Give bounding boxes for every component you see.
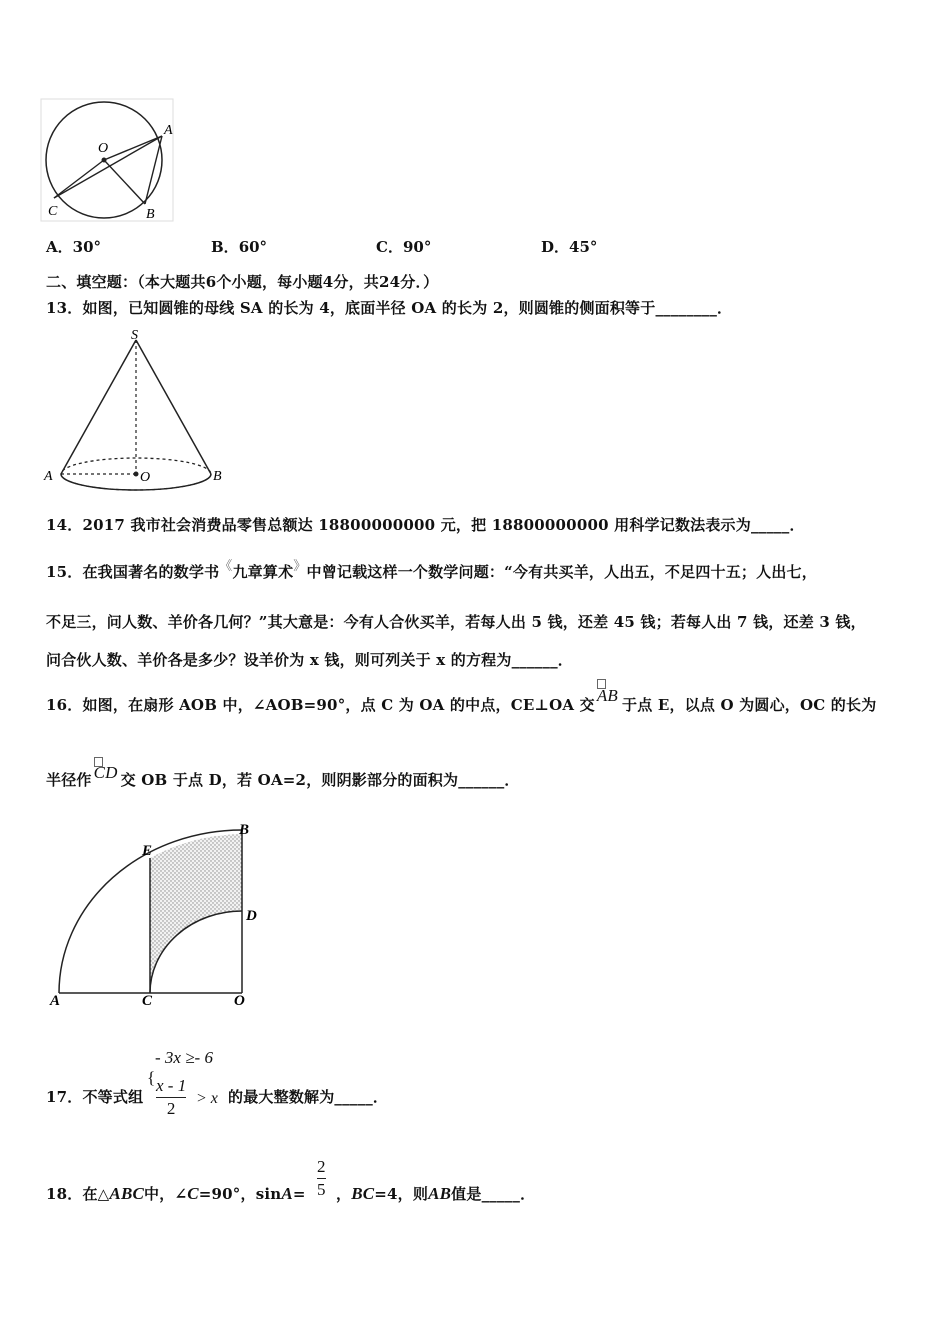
q17-frac-den: 2 xyxy=(166,1099,176,1118)
option-c xyxy=(376,236,431,257)
fraction-bar xyxy=(156,1097,186,1098)
option-a xyxy=(46,236,101,257)
q16-part-b: 于点 E，以点 O 为圆心，OC 的长为 xyxy=(622,696,877,714)
q18-equals: = xyxy=(292,1185,306,1203)
q16-part-c: 半径作 xyxy=(46,771,92,789)
question-16-line-1 xyxy=(46,686,877,715)
q18-sin-a: A xyxy=(281,1184,293,1203)
label-d: D xyxy=(246,908,257,924)
question-16-line-2 xyxy=(46,763,520,790)
arc-cd xyxy=(94,763,118,783)
book-name: 九章算术 xyxy=(232,563,294,581)
option-d xyxy=(541,236,597,257)
q16-part-a: 16．如图，在扇形 AOB 中，∠AOB=90°，点 C 为 OA 的中点，CE⊥OA 交 xyxy=(46,696,595,714)
q18-tail xyxy=(336,1183,535,1204)
option-b xyxy=(211,236,267,257)
q18-frac-num: 2 xyxy=(317,1157,326,1176)
fraction-bar xyxy=(317,1178,326,1179)
q18-fraction xyxy=(317,1157,326,1200)
label-c: C xyxy=(142,993,153,1009)
label-a: A xyxy=(50,993,61,1009)
q16-part-d: 交 OB 于点 D，若 OA=2，则阴影部分的面积为______． xyxy=(120,771,520,789)
q17-inequality-2-tail: > x xyxy=(196,1090,218,1107)
base-center xyxy=(134,472,139,477)
label-b: B xyxy=(213,469,222,484)
label-c: C xyxy=(48,204,58,219)
option-a-value: 30° xyxy=(72,238,102,256)
q18-suffix: 值是_____． xyxy=(451,1185,536,1203)
question-15-line-2: 不足三，问人数、羊价各几何？”其大意是：今有人合伙买羊，若每人出 5 钱，还差 45 钱；若每人出 7 钱，还差 3 钱， xyxy=(46,613,866,631)
arc-cd-label: CD xyxy=(93,763,118,782)
label-o: O xyxy=(234,993,245,1009)
q16-sector-figure xyxy=(44,818,274,1014)
label-a: A xyxy=(164,123,173,138)
label-a: A xyxy=(44,469,53,484)
option-b-key: B． xyxy=(211,238,239,256)
q18-prefix: 18．在△ xyxy=(46,1185,110,1203)
label-o: O xyxy=(140,470,151,485)
question-14: 14．2017 我市社会消费品零售总额达 18800000000 元，把 18800000000 用科学记数法表示为_____． xyxy=(46,516,805,534)
q12-circle-figure xyxy=(40,98,180,224)
segment-co xyxy=(54,160,104,198)
q17-fraction xyxy=(156,1076,186,1119)
q17-frac xyxy=(156,1076,186,1119)
q18-frac xyxy=(317,1157,326,1200)
generatrix-sb xyxy=(136,340,211,474)
question-13: 13．如图，已知圆锥的母线 SA 的长为 4，底面半径 OA 的长为 2，则圆锥的侧面积等于________． xyxy=(46,299,733,317)
option-a-key: A． xyxy=(46,238,73,256)
section-heading: 二、填空题：（本大题共6个小题，每小题4分，共24分．） xyxy=(46,273,439,291)
q18-triangle: ABC xyxy=(109,1184,145,1203)
q17-prefix: 17．不等式组 xyxy=(46,1088,144,1106)
q17-inequality-1: - 3x ≥- 6 xyxy=(155,1048,213,1067)
label-o: O xyxy=(98,141,109,156)
q13-cone-figure xyxy=(40,324,240,500)
option-d-value: 45° xyxy=(569,238,598,256)
segment-ab xyxy=(145,136,162,204)
arc-ab xyxy=(597,686,618,706)
generatrix-sa xyxy=(61,340,136,474)
label-s: S xyxy=(131,328,138,343)
label-e: E xyxy=(142,843,153,859)
label-b: B xyxy=(239,822,250,838)
q17-frac-num: x - 1 xyxy=(156,1076,187,1095)
q17-suffix: 的最大整数解为_____． xyxy=(228,1088,389,1106)
option-b-value: 60° xyxy=(238,238,268,256)
shaded-region xyxy=(150,834,242,993)
label-b: B xyxy=(146,207,155,222)
arc-cd-mark-icon xyxy=(94,757,103,767)
question-15-line-3: 问合伙人数、羊价各是多少？设羊价为 x 钱，则可列关于 x 的方程为______． xyxy=(46,651,573,669)
question-18 xyxy=(46,1183,306,1204)
q18-mid-4: =4，则 xyxy=(374,1185,429,1203)
segment-ob xyxy=(104,160,145,204)
question-15-line-1 xyxy=(46,561,817,582)
q18-mid-2: =90°，sin xyxy=(198,1185,282,1203)
book-close-mark: 》 xyxy=(293,559,307,574)
q18-bc: BC xyxy=(351,1184,375,1203)
question-17 xyxy=(46,1086,143,1107)
q17-brace: { xyxy=(147,1068,156,1087)
segment-oa xyxy=(104,136,162,160)
q18-mid-1: 中，∠ xyxy=(144,1185,188,1203)
arc-ab-mark-icon xyxy=(597,679,606,689)
q18-angle-c: C xyxy=(187,1184,199,1203)
q18-ab: AB xyxy=(428,1184,452,1203)
option-d-key: D． xyxy=(541,238,570,256)
arc-ab-label: AB xyxy=(596,686,618,705)
option-c-key: C． xyxy=(376,238,403,256)
q18-frac-den: 5 xyxy=(317,1180,326,1199)
figure-frame xyxy=(41,99,173,221)
book-open-mark: 《 xyxy=(219,559,233,574)
q15-part-b: 中曾记载这样一个数学问题：“今有共买羊，人出五，不足四十五；人出七， xyxy=(306,563,817,581)
center-point xyxy=(102,158,107,163)
option-c-value: 90° xyxy=(402,238,432,256)
q18-mid-3: ， xyxy=(336,1185,352,1203)
q15-part-a: 15．在我国著名的数学书 xyxy=(46,563,220,581)
